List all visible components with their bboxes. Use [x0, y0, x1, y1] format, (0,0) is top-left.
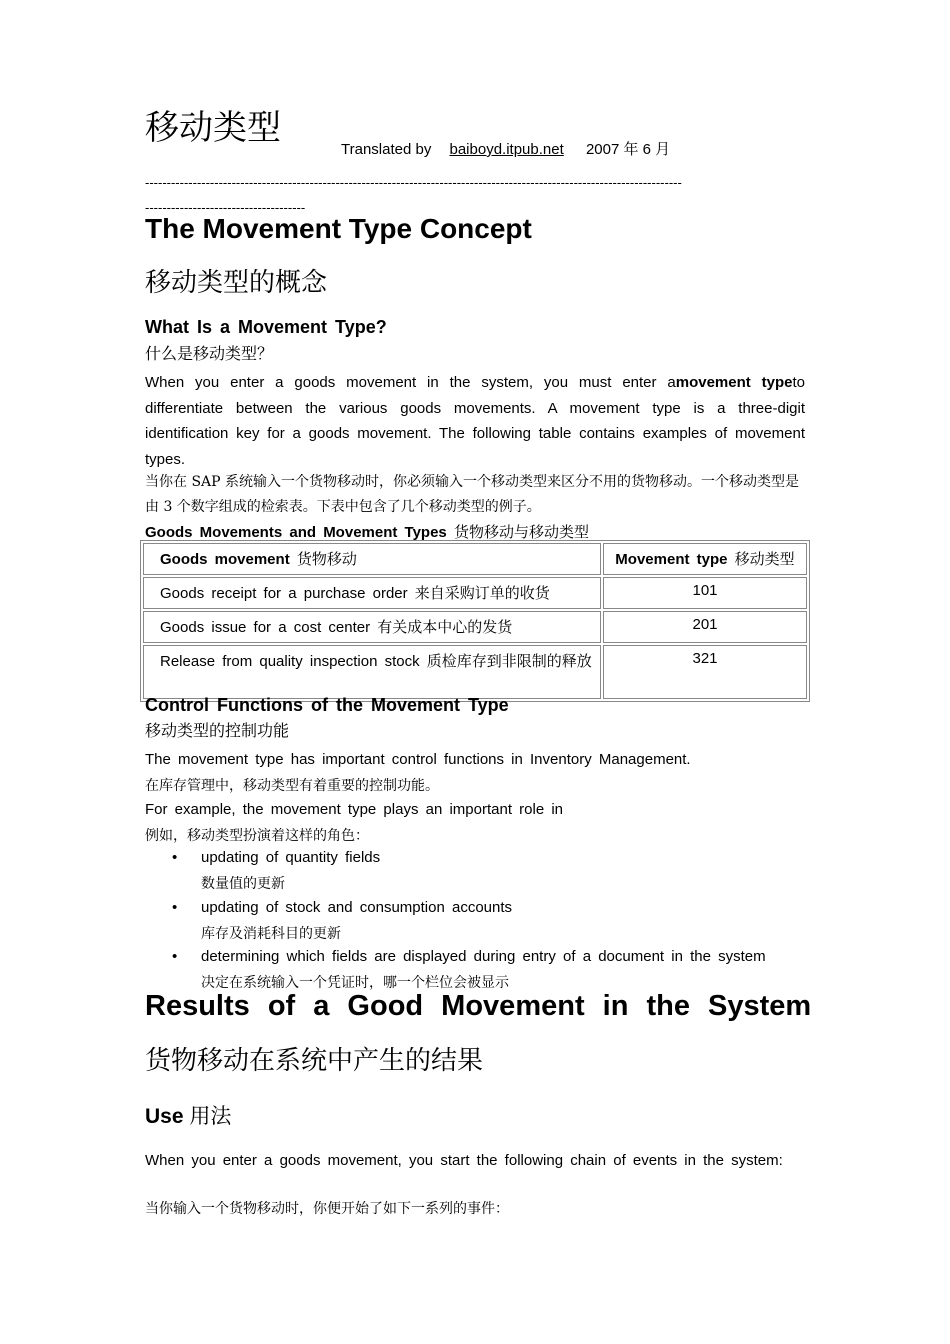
table-caption-cn: 货物移动与移动类型	[453, 523, 589, 541]
paragraph-control-functions: The movement type has important control functions in Inventory Management.	[145, 751, 691, 768]
paragraph-example: For example, the movement type plays an important role in	[145, 801, 564, 818]
list-item-cn: 决定在系统输入一个凭证时，哪一个栏位会被显示	[201, 975, 509, 991]
subheading-use	[145, 1100, 231, 1130]
table-caption	[145, 521, 589, 542]
section-heading-results-cn: 货物移动在系统中产生的结果	[145, 1046, 484, 1076]
table-header-row	[143, 543, 807, 575]
subheading-control-functions-cn: 移动类型的控制功能	[145, 721, 290, 740]
intro-text-end: to differentiate between the various goods movements. A movement type is a three-digit identification key for a goods movement. The following table contains examples of movement types.	[145, 374, 805, 468]
list-item: determining which fields are displayed during entry of a document in the system	[201, 948, 766, 965]
intro-text-bold: movement type	[675, 374, 793, 391]
cell-type: 201	[603, 611, 807, 643]
document-title: 移动类型	[145, 108, 281, 148]
use-heading-text: Use	[145, 1105, 184, 1128]
divider-line-continued: -------------------------------------	[145, 200, 306, 215]
paragraph-movement-type-intro-cn: 当你在 SAP 系统输入一个货物移动时，你必须输入一个移动类型来区分不用的货物移动。一个移动类型是由 3 个数字组成的检索表。下表中包含了几个移动类型的例子。	[145, 474, 800, 515]
subheading-what-is-cn: 什么是移动类型？	[145, 344, 274, 363]
table-row	[143, 577, 807, 609]
publish-date: 2007 年 6 月	[585, 141, 671, 158]
paragraph-chain-of-events-cn: 当你输入一个货物移动时，你便开始了如下一系列的事件：	[145, 1201, 509, 1217]
cell-movement: Release from quality inspection stock 质检库存到非限制的释放	[143, 645, 601, 699]
cell-movement: Goods receipt for a purchase order 来自采购订单的收货	[143, 577, 601, 609]
section-heading-concept: The Movement Type Concept	[145, 213, 532, 244]
paragraph-example-cn: 例如，移动类型扮演着这样的角色：	[145, 828, 369, 844]
list-item: updating of quantity fields	[201, 849, 381, 866]
cell-movement: Goods issue for a cost center 有关成本中心的发货	[143, 611, 601, 643]
list-item: updating of stock and consumption accounts	[201, 899, 513, 916]
paragraph-control-functions-cn: 在库存管理中，移动类型有着重要的控制功能。	[145, 778, 439, 794]
list-item-cn: 数量值的更新	[201, 876, 285, 892]
subheading-what-is: What Is a Movement Type?	[145, 317, 387, 337]
divider-line: ----------------------------------------------------------------------------------------------------------------------------	[145, 175, 682, 190]
use-heading-cn: 用法	[189, 1104, 232, 1128]
translator-link[interactable]: baiboyd.itpub.net	[449, 141, 564, 158]
intro-text-start: When you enter a goods movement in the system, you must enter a	[145, 374, 676, 391]
movement-type-table	[140, 540, 810, 702]
paragraph-movement-type-intro	[145, 370, 805, 472]
section-heading-concept-cn: 移动类型的概念	[145, 268, 328, 298]
table-caption-text: Goods Movements and Movement Types	[145, 524, 447, 541]
table-row	[143, 645, 807, 699]
bullet-icon: •	[172, 899, 178, 916]
bullet-icon: •	[172, 948, 178, 965]
byline	[341, 138, 670, 159]
list-item-cn: 库存及消耗科目的更新	[201, 926, 341, 942]
cell-type: 101	[603, 577, 807, 609]
table-row	[143, 611, 807, 643]
cell-type: 321	[603, 645, 807, 699]
header-goods-movement: Goods movement 货物移动	[143, 543, 601, 575]
subheading-control-functions: Control Functions of the Movement Type	[145, 695, 509, 715]
paragraph-chain-of-events: When you enter a goods movement, you start the following chain of events in the system:	[145, 1152, 783, 1169]
header-movement-type: Movement type 移动类型	[603, 543, 807, 575]
section-heading-results: Results of a Good Movement in the System	[145, 990, 812, 1022]
bullet-icon: •	[172, 849, 178, 866]
translated-by-label: Translated by	[341, 141, 432, 158]
